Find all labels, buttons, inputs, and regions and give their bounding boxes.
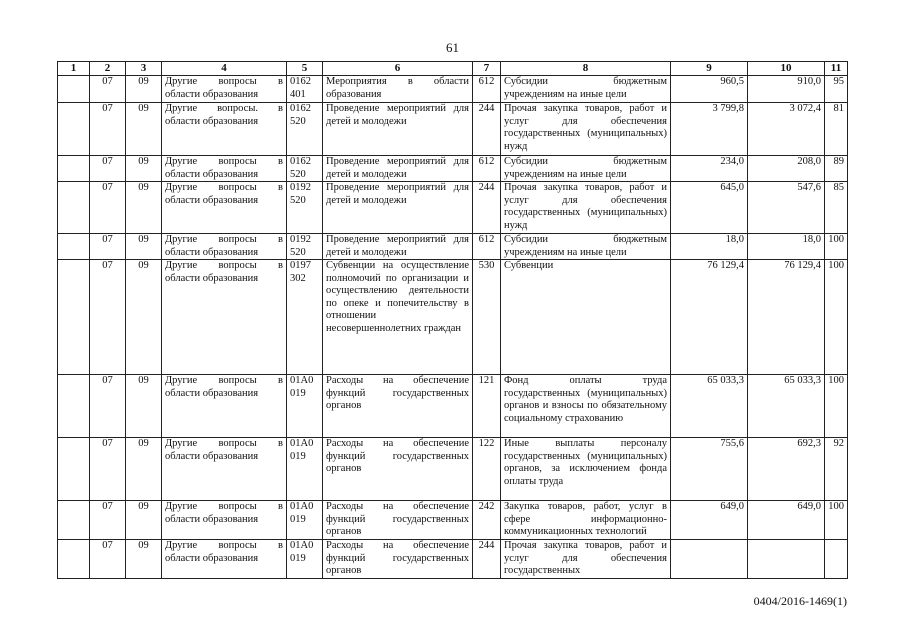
- cell-subsection: 09: [126, 501, 162, 540]
- cell-subsection: 09: [126, 76, 162, 103]
- cell-target-code: 01А0 019: [287, 375, 323, 438]
- col-header-2: 2: [90, 62, 126, 76]
- cell-section-name: Другие вопросы в области образования: [162, 540, 287, 579]
- cell-percent: 100: [825, 260, 848, 375]
- cell-section-name: Другие вопросы в области образования: [162, 76, 287, 103]
- table-row: [58, 375, 848, 438]
- cell-section: 07: [90, 438, 126, 501]
- cell-planned: 645,0: [671, 182, 748, 234]
- col-header-11: 11: [825, 62, 848, 76]
- cell-expense-code: 530: [473, 260, 501, 375]
- table-row: [58, 182, 848, 234]
- cell-section: 07: [90, 182, 126, 234]
- cell-col1: [58, 182, 90, 234]
- cell-col1: [58, 501, 90, 540]
- cell-expense-name: Прочая закупка товаров, работ и услуг для обеспечения государственных (муниципальных) нужд: [501, 103, 671, 156]
- cell-expense-code: 612: [473, 76, 501, 103]
- cell-col1: [58, 103, 90, 156]
- cell-target-name: Расходы на обеспечение функций государственных органов: [323, 375, 473, 438]
- cell-expense-name: Прочая закупка товаров, работ и услуг для обеспечения государственных (муниципальных) нужд: [501, 182, 671, 234]
- cell-target-code: 0162 520: [287, 156, 323, 182]
- cell-percent: [825, 540, 848, 579]
- cell-expense-name: Закупка товаров, работ, услуг в сфере информационно-коммуникационных технологий: [501, 501, 671, 540]
- cell-planned: 649,0: [671, 501, 748, 540]
- cell-col1: [58, 234, 90, 260]
- cell-section-name: Другие вопросы в области образования: [162, 375, 287, 438]
- cell-executed: 208,0: [748, 156, 825, 182]
- cell-subsection: 09: [126, 182, 162, 234]
- cell-executed: [748, 540, 825, 579]
- cell-planned: 755,6: [671, 438, 748, 501]
- cell-col1: [58, 438, 90, 501]
- page-number: 61: [446, 40, 459, 55]
- cell-expense-name: Фонд оплаты труда государственных (муниципальных) органов и взносы по обязательному социальному страхованию: [501, 375, 671, 438]
- cell-section: 07: [90, 234, 126, 260]
- cell-executed: 910,0: [748, 76, 825, 103]
- cell-expense-name: Субсидии бюджетным учреждениям на иные цели: [501, 76, 671, 103]
- table-row: [58, 260, 848, 375]
- cell-executed: 18,0: [748, 234, 825, 260]
- table-row: [58, 76, 848, 103]
- cell-expense-code: 244: [473, 182, 501, 234]
- cell-col1: [58, 260, 90, 375]
- cell-section: 07: [90, 375, 126, 438]
- cell-planned: 18,0: [671, 234, 748, 260]
- cell-target-code: 0192 520: [287, 234, 323, 260]
- cell-target-name: Расходы на обеспечение функций государственных органов: [323, 540, 473, 579]
- table-row: [58, 540, 848, 579]
- cell-planned: 234,0: [671, 156, 748, 182]
- table-row: [58, 438, 848, 501]
- cell-percent: 100: [825, 501, 848, 540]
- cell-target-name: Проведение мероприятий для детей и молодежи: [323, 182, 473, 234]
- cell-subsection: 09: [126, 375, 162, 438]
- cell-section-name: Другие вопросы в области образования: [162, 438, 287, 501]
- cell-percent: 92: [825, 438, 848, 501]
- cell-section: 07: [90, 501, 126, 540]
- cell-expense-code: 121: [473, 375, 501, 438]
- header-row: [58, 62, 848, 76]
- cell-percent: 100: [825, 234, 848, 260]
- col-header-9: 9: [671, 62, 748, 76]
- cell-section: 07: [90, 103, 126, 156]
- table-row: [58, 234, 848, 260]
- cell-section: 07: [90, 260, 126, 375]
- cell-target-name: Субвенции на осуществление полномочий по организации и осуществлению деятельности по опеке и попечительству в отношении несовершеннолетних граждан: [323, 260, 473, 375]
- cell-target-code: 0197 302: [287, 260, 323, 375]
- cell-subsection: 09: [126, 438, 162, 501]
- cell-executed: 649,0: [748, 501, 825, 540]
- cell-target-code: 01А0 019: [287, 501, 323, 540]
- cell-expense-code: 242: [473, 501, 501, 540]
- cell-percent: 89: [825, 156, 848, 182]
- cell-expense-code: 244: [473, 540, 501, 579]
- cell-expense-code: 122: [473, 438, 501, 501]
- cell-planned: 65 033,3: [671, 375, 748, 438]
- cell-subsection: 09: [126, 234, 162, 260]
- budget-table: [57, 61, 848, 579]
- col-header-6: 6: [323, 62, 473, 76]
- cell-target-name: Проведение мероприятий для детей и молодежи: [323, 234, 473, 260]
- cell-section: 07: [90, 76, 126, 103]
- cell-expense-code: 612: [473, 156, 501, 182]
- cell-expense-name: Субсидии бюджетным учреждениям на иные цели: [501, 156, 671, 182]
- cell-percent: 85: [825, 182, 848, 234]
- cell-expense-code: 244: [473, 103, 501, 156]
- cell-target-code: 01А0 019: [287, 438, 323, 501]
- cell-expense-code: 612: [473, 234, 501, 260]
- cell-section: 07: [90, 540, 126, 579]
- table-row: [58, 103, 848, 156]
- cell-target-code: 0162 520: [287, 103, 323, 156]
- cell-target-name: Расходы на обеспечение функций государственных органов: [323, 501, 473, 540]
- table-row: [58, 156, 848, 182]
- col-header-5: 5: [287, 62, 323, 76]
- cell-section-name: Другие вопросы в области образования: [162, 501, 287, 540]
- cell-col1: [58, 375, 90, 438]
- cell-expense-name: Субвенции: [501, 260, 671, 375]
- cell-section-name: Другие вопросы. в области образования: [162, 103, 287, 156]
- cell-expense-name: Субсидии бюджетным учреждениям на иные цели: [501, 234, 671, 260]
- cell-planned: 3 799,8: [671, 103, 748, 156]
- cell-target-name: Мероприятия в области образования: [323, 76, 473, 103]
- cell-section-name: Другие вопросы в области образования: [162, 182, 287, 234]
- cell-executed: 692,3: [748, 438, 825, 501]
- cell-subsection: 09: [126, 260, 162, 375]
- cell-executed: 3 072,4: [748, 103, 825, 156]
- col-header-3: 3: [126, 62, 162, 76]
- cell-target-name: Проведение мероприятий для детей и молодежи: [323, 156, 473, 182]
- col-header-4: 4: [162, 62, 287, 76]
- cell-subsection: 09: [126, 103, 162, 156]
- cell-percent: 100: [825, 375, 848, 438]
- cell-planned: [671, 540, 748, 579]
- cell-target-code: 0192 520: [287, 182, 323, 234]
- cell-executed: 547,6: [748, 182, 825, 234]
- col-header-10: 10: [748, 62, 825, 76]
- cell-planned: 76 129,4: [671, 260, 748, 375]
- cell-target-code: 01А0 019: [287, 540, 323, 579]
- cell-executed: 76 129,4: [748, 260, 825, 375]
- cell-section-name: Другие вопросы в области образования: [162, 234, 287, 260]
- col-header-7: 7: [473, 62, 501, 76]
- cell-col1: [58, 156, 90, 182]
- col-header-8: 8: [501, 62, 671, 76]
- cell-percent: 95: [825, 76, 848, 103]
- cell-target-code: 0162 401: [287, 76, 323, 103]
- cell-executed: 65 033,3: [748, 375, 825, 438]
- cell-section: 07: [90, 156, 126, 182]
- col-header-1: 1: [58, 62, 90, 76]
- cell-planned: 960,5: [671, 76, 748, 103]
- cell-target-name: Расходы на обеспечение функций государственных органов: [323, 438, 473, 501]
- cell-subsection: 09: [126, 540, 162, 579]
- cell-section-name: Другие вопросы в области образования: [162, 260, 287, 375]
- cell-section-name: Другие вопросы в области образования: [162, 156, 287, 182]
- document-code: 0404/2016-1469(1): [753, 594, 847, 608]
- table-row: [58, 501, 848, 540]
- cell-expense-name: Прочая закупка товаров, работ и услуг для обеспечения государственных: [501, 540, 671, 579]
- cell-col1: [58, 540, 90, 579]
- cell-expense-name: Иные выплаты персоналу государственных (муниципальных) органов, за исключением фонда оплаты труда: [501, 438, 671, 501]
- cell-target-name: Проведение мероприятий для детей и молодежи: [323, 103, 473, 156]
- cell-percent: 81: [825, 103, 848, 156]
- cell-col1: [58, 76, 90, 103]
- cell-subsection: 09: [126, 156, 162, 182]
